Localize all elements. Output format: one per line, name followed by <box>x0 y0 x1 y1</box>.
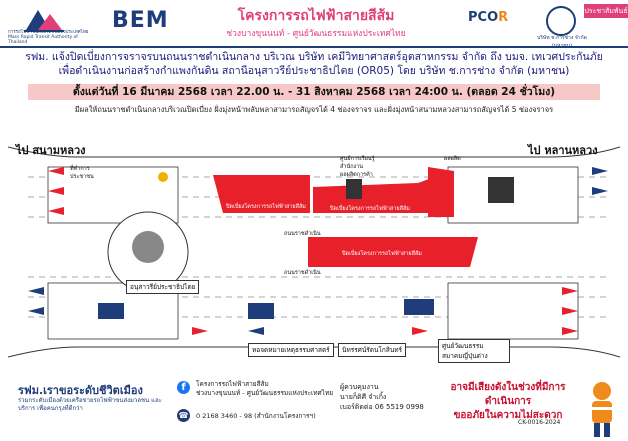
contact-role: ผู้ควบคุมงาน <box>340 383 379 391</box>
bem-logo: BEM <box>112 8 169 33</box>
closure-zone-label-1: ปิดเบี่ยงโครงการรถไฟฟ้าสายสีส้ม <box>226 204 306 210</box>
left-direction-label: ไป สนามหลวง <box>16 144 86 157</box>
building-label-1: ศูนย์การเรียนรู้ สำนักงาน ผลผลิตการค้า <box>340 156 375 178</box>
monument-label: อนุสาวรีย์ประชาธิปไตย <box>126 280 199 294</box>
contact-phone: เบอร์ติดต่อ 06 5519 0998 <box>340 403 424 411</box>
facebook-route: ช่วงบางขุนนนท์ - ศูนย์วัฒนธรรมแห่งประเทศไทย <box>196 389 334 397</box>
facebook-page <box>196 380 336 398</box>
road-label-1: ถนนราชดำเนิน <box>284 231 321 237</box>
pr-tag: ประชาสัมพันธ์ <box>584 4 628 18</box>
apology-line-1: อาจมีเสียงดังในช่วงที่มีการดำเนินการ <box>450 382 566 407</box>
announcement-line-1: รฟม. แจ้งปิดเบี่ยงการจราจรบนถนนราชดำเนินกลาง บริเวณ บริษัท เคมีวิทยาศาสตร์อุตสาหกรรม จำกัด ถึง บมจ. เทเวศประกันภัย <box>25 51 603 63</box>
road-label-2: ถนนราชดำเนิน <box>284 270 321 276</box>
phone-icon: ☎ <box>178 411 189 420</box>
closure-zone-label-2: ปิดเบี่ยงโครงการรถไฟฟ้าสายสีส้ม <box>330 206 410 212</box>
project-subtitle: ช่วงบางขุนนนท์ - ศูนย์วัฒนธรรมแห่งประเทศไทย <box>226 29 406 39</box>
closure-zone-right-corner <box>428 167 454 217</box>
building-label-b: นิทรรศน์รัตนโกสินทร์ <box>338 343 406 357</box>
announcement-text <box>0 50 628 78</box>
footer-slogan-sub: ร่วมกระดับเมืองด้วยเครือข่ายรถไฟฟ้าขนส่งมวลชน และบริการ เพื่อคนกรุงที่ดีกว่า <box>18 397 162 412</box>
police-box-label: ที่ทำการ ประชาชน <box>70 166 94 180</box>
ck-seal-icon <box>546 6 576 36</box>
pcor-logo-text: PCO <box>468 10 499 25</box>
ck-company-name: บริษัท ช.การช่าง จำกัด (มหาชน) <box>537 35 587 49</box>
contact-name: นายก็ติศี จำเกิ้ง <box>340 393 387 401</box>
document-code: CK-0016-2024 <box>518 419 561 426</box>
header-bar <box>0 0 628 48</box>
mrta-name: การรถไฟฟ้าขนส่งมวลชนแห่งประเทศไทย Mass Rapid Transit Authority of Thailand <box>8 30 89 45</box>
building-label-a: หอจดหมายเหตุธรรมศาสตร์ <box>248 343 334 357</box>
facebook-icon: f <box>177 381 190 394</box>
phone-number: 0 2168 3460 - 98 (สำนักงานโครงการฯ) <box>196 412 316 420</box>
pcor-logo-accent: R <box>498 10 509 25</box>
closure-date-bar: ตั้งแต่วันที่ 16 มีนาคม 2568 เวลา 22.00 น. - 31 สิงหาคม 2568 เวลา 24:00 น. (ตลอด 24 ชั่วโมง) <box>28 84 600 100</box>
pcor-logo <box>468 10 508 25</box>
site-contact <box>340 382 440 412</box>
closure-zone-label-3: ปิดเบี่ยงโครงการรถไฟฟ้าสายสีส้ม <box>342 251 422 257</box>
footer <box>0 377 628 441</box>
worker-mascot-icon <box>582 379 622 439</box>
apology-message <box>438 381 578 423</box>
building-label-2: ผลผลิต <box>444 156 461 162</box>
facebook-project: โครงการรถไฟฟ้าสายสีส้ม <box>196 380 269 388</box>
traffic-map <box>8 117 620 375</box>
footer-slogan: รฟม.เราขอระดับชีวิตเมือง <box>18 384 143 397</box>
apology-line-2: ขออภัยในความไม่สะดวก <box>453 410 563 421</box>
traffic-note: มีผลให้ถนนราชดำเนินกลางบริเวณปิดเบี่ยง ฝั่งมุ่งหน้าพลับพลาสามารถสัญจรได้ 4 ช่องจราจร และฝั่งมุ่งหน้าสนามหลวงสามารถสัญจรได้ 5 ช่องจราจร <box>74 105 554 114</box>
right-direction-label: ไป หลานหลวง <box>528 144 598 157</box>
announcement-line-2: เพื่อดำเนินงานก่อสร้างกำแพงกันดิน สถานีอนุสาวรีย์ประชาธิปไตย (OR05) โดย บริษัท ช.การช่าง จำกัด (มหาชน) <box>58 65 570 77</box>
building-label-c: ศูนย์วัฒนธรรม สมาคมญี่ปุ่นต่าง <box>438 339 510 363</box>
project-title: โครงการรถไฟฟ้าสายสีส้ม <box>237 8 395 24</box>
